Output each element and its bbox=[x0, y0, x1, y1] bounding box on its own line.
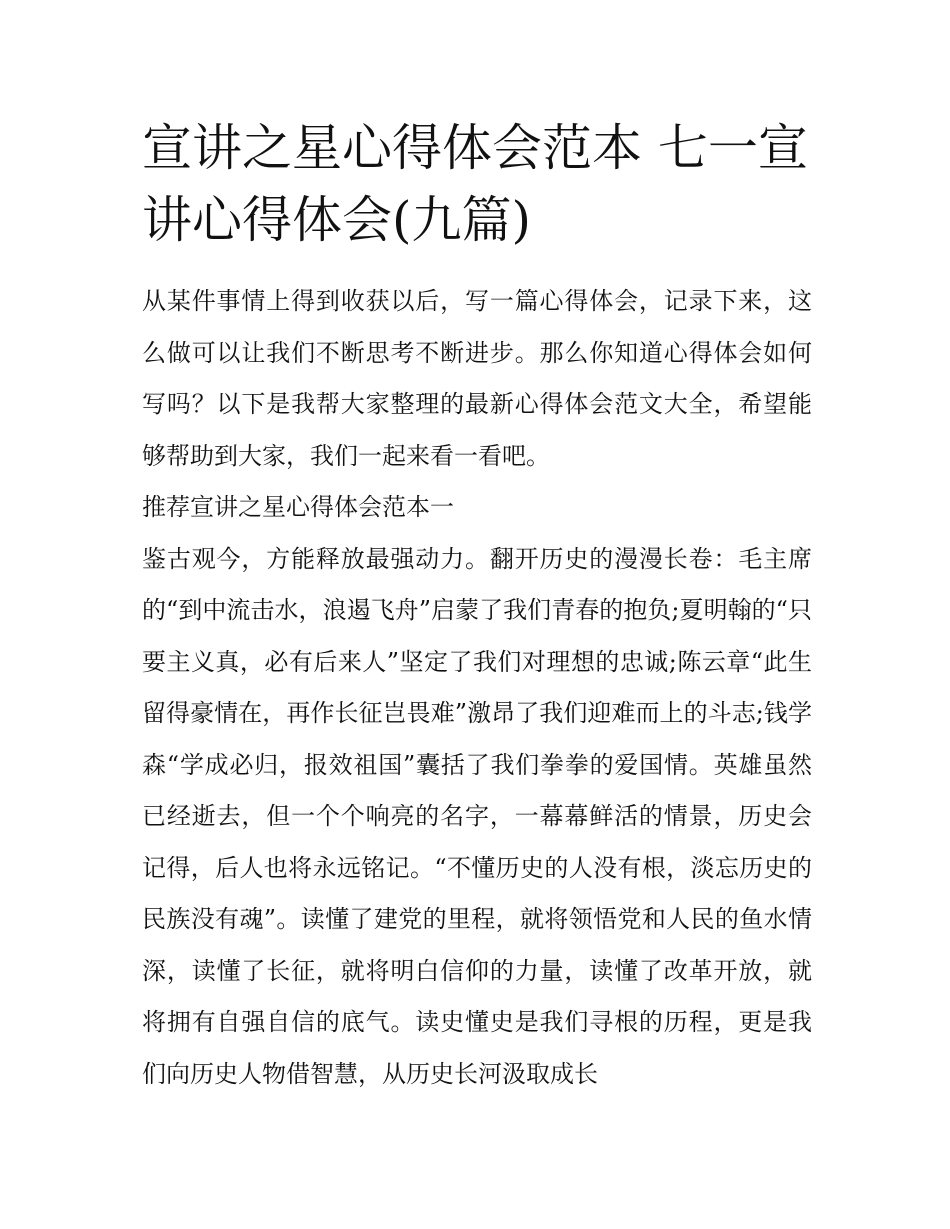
section-body-paragraph: 鉴古观今，方能释放最强动力。翻开历史的漫漫长卷：毛主席的“到中流击水，浪遏飞舟”启蒙了我们青春的抱负;夏明翰的“只要主义真，必有后来人”坚定了我们对理想的忠诚;陈云章“此生留得豪情在，再作长征岂畏难”激昂了我们迎难而上的斗志;钱学森“学成必归，报效祖国”囊括了我们拳拳的爱国情。英雄虽然已经逝去，但一个个响亮的名字，一幕幕鲜活的情景，历史会记得，后人也将永远铭记。“不懂历史的人没有根，淡忘历史的民族没有魂”。读懂了建党的里程，就将领悟党和人民的鱼水情深，读懂了长征，就将明白信仰的力量，读懂了改革开放，就将拥有自强自信的底气。读史懂史是我们寻根的历程，更是我们向历史人物借智慧，从历史长河汲取成长 bbox=[142, 544, 812, 1088]
intro-paragraph: 从某件事情上得到收获以后，写一篇心得体会，记录下来，这么做可以让我们不断思考不断进步。那么你知道心得体会如何写吗？以下是我帮大家整理的最新心得体会范文大全，希望能够帮助到大家，我们一起来看一看吧。 bbox=[142, 287, 812, 470]
document-content bbox=[142, 112, 812, 1100]
section-heading: 推荐宣讲之星心得体会范本一 bbox=[142, 493, 454, 521]
document-title: 宣讲之星心得体会范本 七一宣讲心得体会(九篇) bbox=[142, 119, 808, 249]
